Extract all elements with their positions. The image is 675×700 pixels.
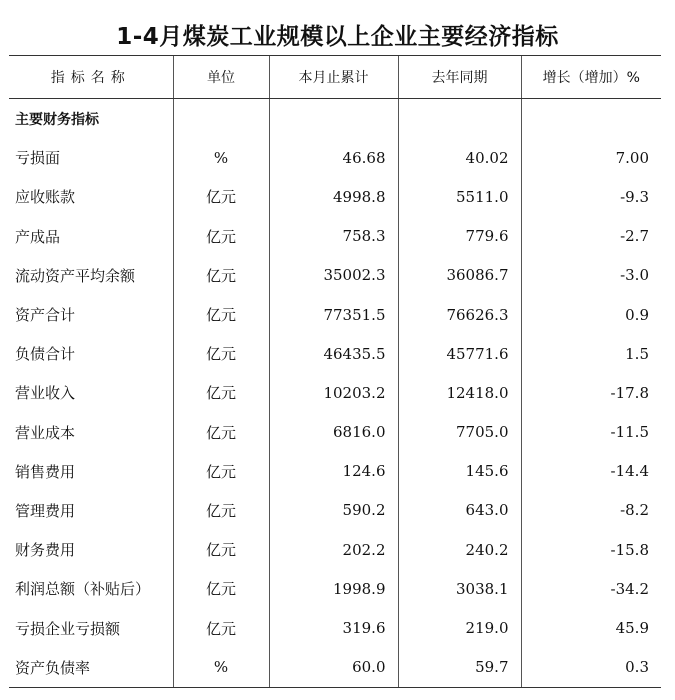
empty-cell: [521, 99, 661, 139]
row-growth-value: -3.0: [521, 256, 661, 295]
row-name: 负债合计: [15, 345, 76, 364]
row-last-year-value: 3038.1: [398, 569, 521, 608]
section-label: 主要财务指标: [15, 111, 99, 128]
row-name: 资产负债率: [9, 648, 173, 688]
row-growth-value: -14.4: [521, 452, 661, 491]
row-name: 亏损面: [15, 149, 61, 168]
row-growth-value: 45.9: [521, 608, 661, 647]
section-row: [9, 99, 661, 139]
row-growth-value: -34.2: [521, 569, 661, 608]
row-name: 亏损企业亏损额: [15, 619, 121, 638]
table-row: [9, 648, 661, 688]
row-growth-value: -15.8: [521, 530, 661, 569]
row-current-value: 10203.2: [269, 373, 398, 412]
row-current-value: 35002.3: [269, 256, 398, 295]
row-current-value: 4998.8: [269, 177, 398, 216]
indicator-table: [9, 55, 661, 688]
table-row: [9, 373, 661, 412]
header-current-cumulative: 本月止累计: [269, 56, 398, 99]
table-row: [9, 530, 661, 569]
page-title: 1-4月煤炭工业规模以上企业主要经济指标: [116, 24, 559, 50]
row-last-year-value: 145.6: [398, 452, 521, 491]
row-name: 营业成本: [15, 423, 76, 442]
row-growth-value: -17.8: [521, 373, 661, 412]
row-current-value: 46.68: [269, 138, 398, 177]
table-row: [9, 334, 661, 373]
row-unit: 亿元: [173, 217, 269, 256]
table-row: [9, 491, 661, 530]
row-last-year-value: 240.2: [398, 530, 521, 569]
row-last-year-value: 219.0: [398, 608, 521, 647]
row-current-value: 6816.0: [269, 413, 398, 452]
row-name: 营业收入: [15, 384, 76, 403]
row-last-year-value: 40.02: [398, 138, 521, 177]
row-last-year-value: 779.6: [398, 217, 521, 256]
table-row: [9, 295, 661, 334]
row-unit: %: [173, 138, 269, 177]
table-row: [9, 569, 661, 608]
row-name: 财务费用: [15, 541, 76, 560]
row-name: 销售费用: [15, 462, 76, 481]
row-last-year-value: 643.0: [398, 491, 521, 530]
row-current-value: 1998.9: [269, 569, 398, 608]
row-growth-value: -2.7: [521, 217, 661, 256]
row-unit: 亿元: [173, 530, 269, 569]
table-row: [9, 217, 661, 256]
row-name: 管理费用: [15, 501, 76, 520]
row-growth-value: 0.3: [521, 648, 661, 688]
table-row: [9, 177, 661, 216]
table-row: [9, 452, 661, 491]
row-current-value: 60.0: [269, 648, 398, 688]
table-row: [9, 608, 661, 647]
row-current-value: 202.2: [269, 530, 398, 569]
row-unit: 亿元: [173, 452, 269, 491]
header-last-year: 去年同期: [398, 56, 521, 99]
row-last-year-value: 5511.0: [398, 177, 521, 216]
row-last-year-value: 59.7: [398, 648, 521, 688]
header-indicator-name: 指标名称: [9, 56, 173, 99]
row-unit: 亿元: [173, 177, 269, 216]
row-current-value: 319.6: [269, 608, 398, 647]
table-row: [9, 256, 661, 295]
row-growth-value: 1.5: [521, 334, 661, 373]
table-row: [9, 138, 661, 177]
row-unit: 亿元: [173, 334, 269, 373]
row-current-value: 77351.5: [269, 295, 398, 334]
table-row: [9, 413, 661, 452]
row-unit: 亿元: [173, 373, 269, 412]
row-growth-value: -11.5: [521, 413, 661, 452]
header-unit: 单位: [173, 56, 269, 99]
row-unit: %: [173, 648, 269, 688]
row-last-year-value: 45771.6: [398, 334, 521, 373]
row-unit: 亿元: [173, 491, 269, 530]
row-current-value: 758.3: [269, 217, 398, 256]
row-unit: 亿元: [173, 608, 269, 647]
row-current-value: 46435.5: [269, 334, 398, 373]
row-growth-value: 0.9: [521, 295, 661, 334]
row-growth-value: -9.3: [521, 177, 661, 216]
header-growth: 增长（增加）%: [521, 56, 661, 99]
row-unit: 亿元: [173, 569, 269, 608]
empty-cell: [173, 99, 269, 139]
row-name: 资产合计: [15, 306, 76, 325]
row-unit: 亿元: [173, 413, 269, 452]
row-growth-value: 7.00: [521, 138, 661, 177]
row-last-year-value: 76626.3: [398, 295, 521, 334]
row-name: 产成品: [15, 227, 61, 246]
row-current-value: 124.6: [269, 452, 398, 491]
row-last-year-value: 7705.0: [398, 413, 521, 452]
row-name: 流动资产平均余额: [15, 266, 136, 285]
row-last-year-value: 12418.0: [398, 373, 521, 412]
row-unit: 亿元: [173, 256, 269, 295]
row-growth-value: -8.2: [521, 491, 661, 530]
row-current-value: 590.2: [269, 491, 398, 530]
empty-cell: [398, 99, 521, 139]
row-last-year-value: 36086.7: [398, 256, 521, 295]
empty-cell: [269, 99, 398, 139]
row-unit: 亿元: [173, 295, 269, 334]
row-name: 应收账款: [15, 188, 76, 207]
table-header-row: [9, 56, 661, 99]
table-body: [9, 99, 661, 688]
row-name: 利润总额（补贴后）: [15, 580, 151, 599]
